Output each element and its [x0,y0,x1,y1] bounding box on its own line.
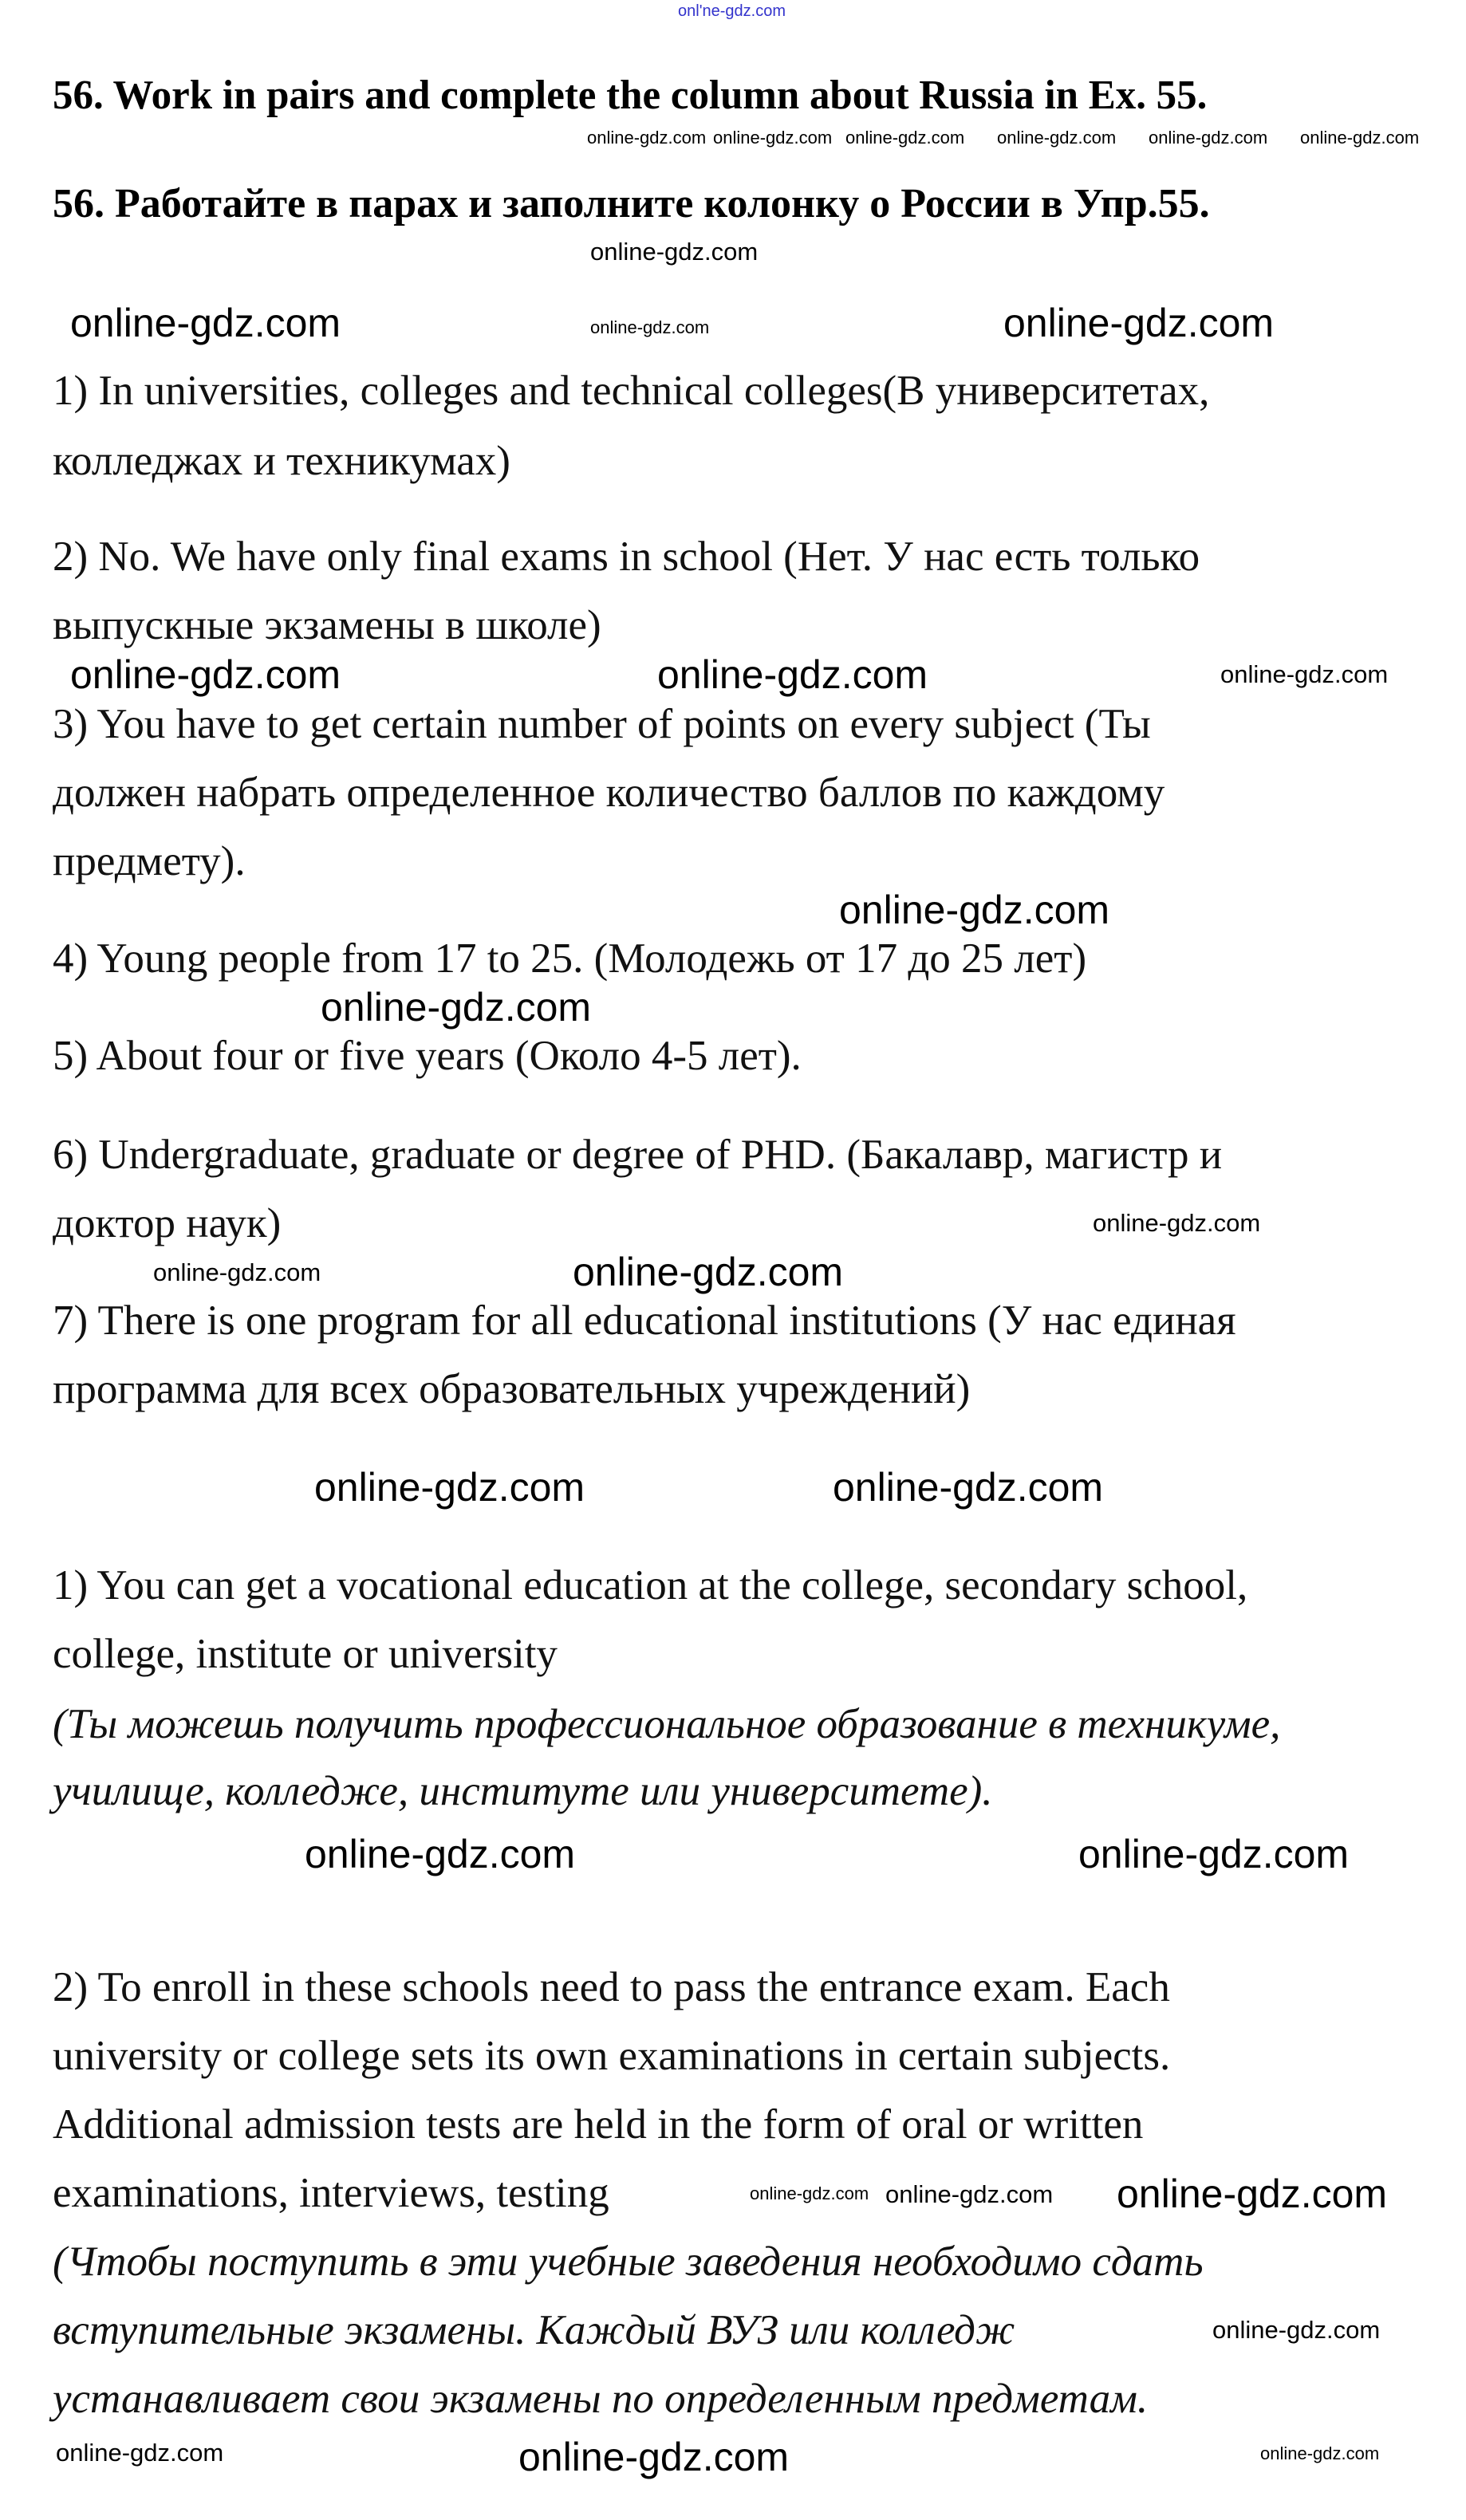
translation-line: (Чтобы поступить в эти учебные заведения необходимо сдать [53,2238,1204,2285]
answer-line: 1) In universities, colleges and technical colleges(В университетах, [53,368,1210,414]
watermark: online-gdz.com [997,128,1117,148]
watermark: online-gdz.com [305,1832,576,1876]
translation-line: устанавливает свои экзамены по определенным предметам. [53,2376,1149,2422]
watermark: online-gdz.com [1300,128,1420,148]
answer-line: university or college sets its own examinations in certain subjects. [53,2033,1171,2079]
answer-line: предмету). [53,838,246,884]
answer-line: 2) To enroll in these schools need to pass the entrance exam. Each [53,1964,1170,2010]
header-watermark: onl'ne-gdz.com [678,2,786,20]
answer-line: 1) You can get a vocational education at the college, secondary school, [53,1562,1248,1608]
watermark: online-gdz.com [845,128,965,148]
watermark: online-gdz.com [1117,2172,1388,2216]
answer-line: 2) No. We have only final exams in school (Нет. У нас есть только [53,534,1200,580]
watermark: online-gdz.com [1260,2443,1380,2463]
watermark: online-gdz.com [657,652,928,697]
answer-line: 6) Undergraduate, graduate or degree of PHD. (Бакалавр, магистр и [53,1132,1223,1178]
answer-line: 4) Young people from 17 to 25. (Молодежь от 17 до 25 лет) [53,935,1087,982]
watermark: online-gdz.com [314,1465,585,1510]
watermark: online-gdz.com [587,128,707,148]
watermark: online-gdz.com [1078,1832,1350,1876]
watermark: online-gdz.com [70,652,341,697]
watermark: online-gdz.com [518,2435,790,2479]
watermark: online-gdz.com [1003,301,1275,345]
watermark: online-gdz.com [573,1250,844,1294]
answer-line: Additional admission tests are held in the form of oral or written [53,2101,1144,2148]
answer-line: должен набрать определенное количество баллов по каждому [53,770,1165,816]
watermark: online-gdz.com [56,2439,224,2467]
translation-line: училище, колледже, институте или университете). [53,1768,993,1814]
translation-line: вступительные экзамены. Каждый ВУЗ или колледж [53,2307,1015,2353]
answer-line: 5) About four or five years (Около 4-5 лет). [53,1033,802,1079]
watermark: online-gdz.com [833,1465,1104,1510]
answer-line: college, institute or university [53,1631,558,1677]
watermark: online-gdz.com [1093,1209,1261,1237]
translation-line: (Ты можешь получить профессиональное образование в техникуме, [53,1701,1281,1747]
watermark: online-gdz.com [839,888,1110,932]
watermark: online-gdz.com [885,2180,1054,2208]
answer-line: examinations, interviews, testing [53,2170,609,2216]
watermark: online-gdz.com [1149,128,1268,148]
answer-line: выпускные экзамены в школе) [53,602,601,648]
watermark: online-gdz.com [153,1258,321,1286]
watermark: online-gdz.com [70,301,341,345]
answer-line: программа для всех образовательных учреждений) [53,1366,971,1412]
watermark: online-gdz.com [713,128,833,148]
watermark: online-gdz.com [1220,660,1389,688]
heading-russian: 56. Работайте в парах и заполните колонку о России в Упр.55. [53,181,1210,226]
answer-line: 3) You have to get certain number of points on every subject (Ты [53,701,1151,747]
answer-line: 7) There is one program for all educational institutions (У нас единая [53,1297,1236,1344]
heading-english: 56. Work in pairs and complete the column about Russia in Ex. 55. [53,73,1208,118]
watermark: online-gdz.com [590,317,710,337]
answer-line: колледжах и техникумах) [53,438,510,484]
answer-line: доктор наук) [53,1200,282,1246]
watermark: online-gdz.com [750,2183,869,2203]
watermark: online-gdz.com [321,985,592,1030]
watermark: online-gdz.com [590,238,759,266]
watermark: online-gdz.com [1212,2316,1381,2344]
